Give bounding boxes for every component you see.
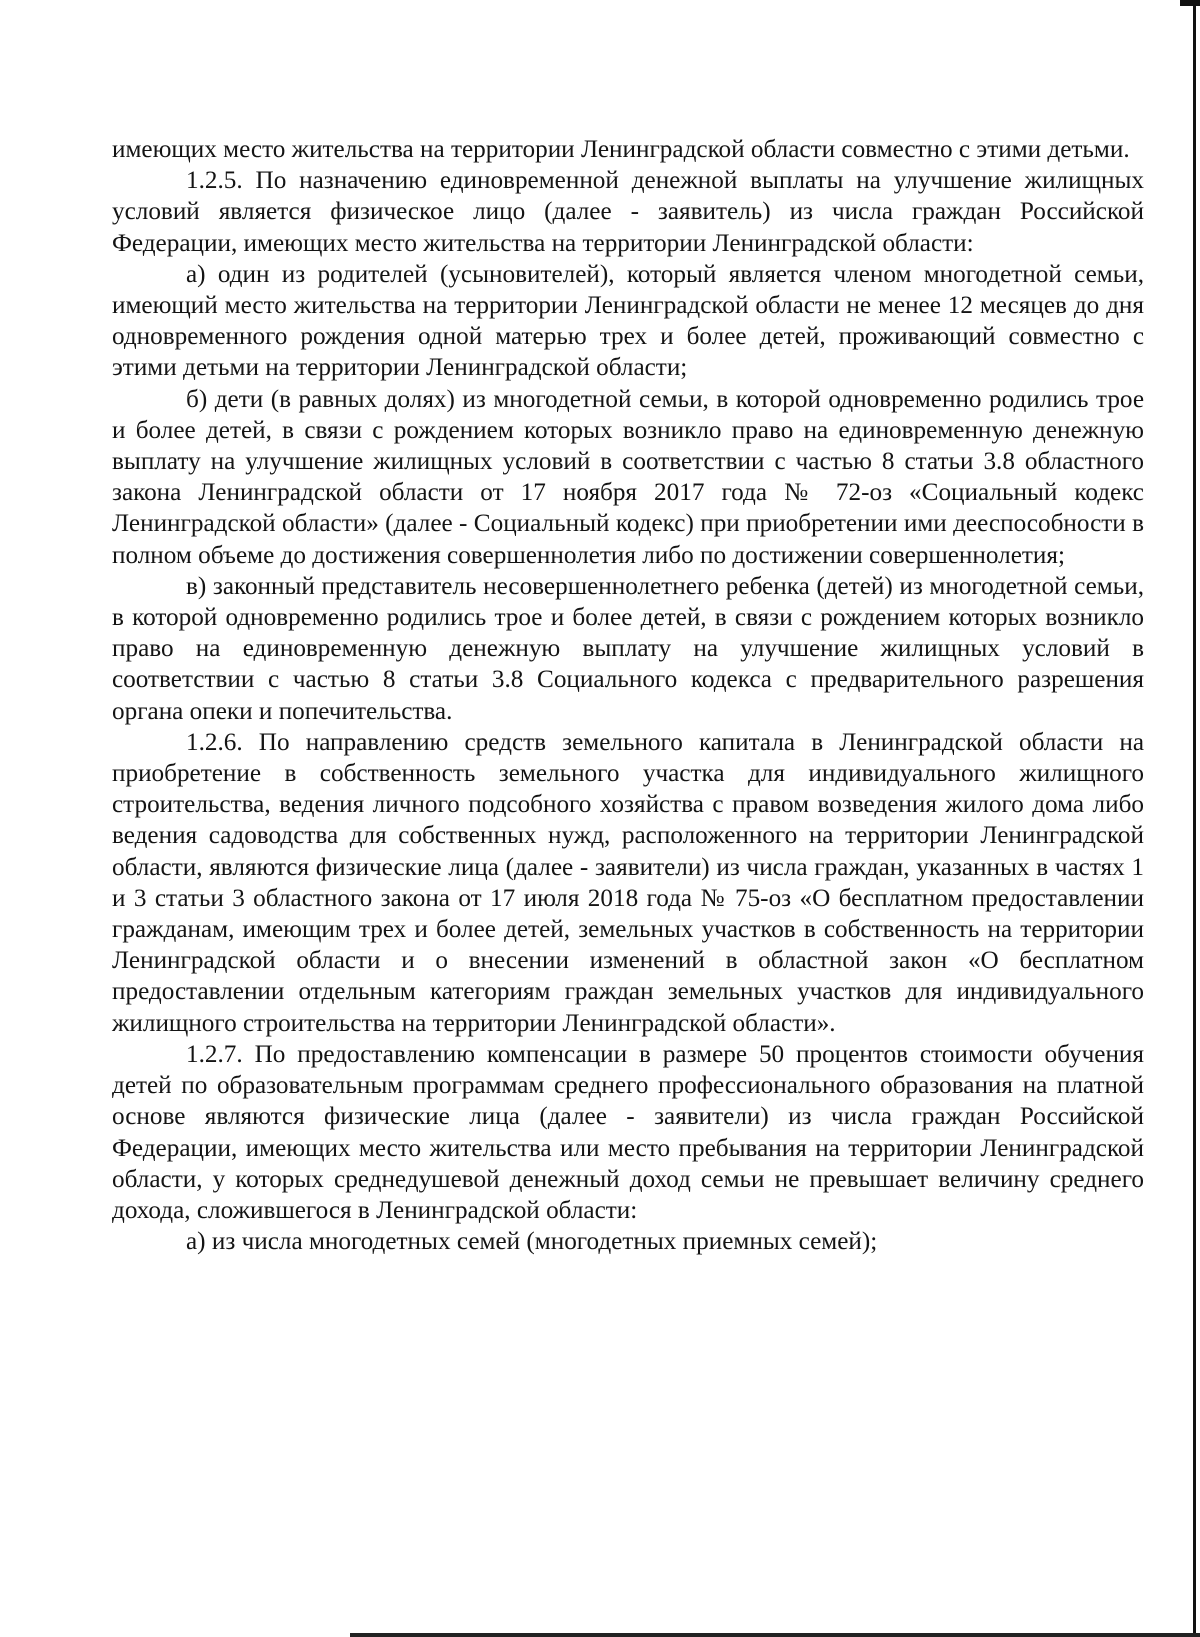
paragraph-1-2-5-b: б) дети (в равных долях) из многодетной семьи, в которой одновременно родились трое и более детей, в связи с рождением которых возникло право на единовременную денежную выплату на улучшение жилищных условий в соответствии с частью 8 статьи 3.8 областного закона Ленинградской области от 17 ноября 2017 года № 72-оз «Социальный кодекс Ленинградской области» (далее - Социальный кодекс) при приобретении ими дееспособности в полном объеме до достижения совершеннолетия либо по достижении совершеннолетия; xyxy=(112,385,1144,569)
paragraph-1-2-5-a: а) один из родителей (усыновителей), который является членом многодетной семьи, имеющий место жительства на территории Ленинградской области не менее 12 месяцев до дня одновременного рождения одной матерью трех и более детей, проживающий совместно с этими детьми на территории Ленинградской области; xyxy=(112,260,1144,382)
paragraph-1-2-5: 1.2.5. По назначению единовременной денежной выплаты на улучшение жилищных условий является физическое лицо (далее - заявитель) из числа граждан Российской Федерации, имеющих место жительства на территории Ленинградской области: xyxy=(112,167,1144,257)
scan-edge-right xyxy=(1193,0,1196,1637)
paragraph-1-2-6: 1.2.6. По направлению средств земельного капитала в Ленинградской области на приобретение в собственность земельного участка для индивидуального жилищного строительства, ведения личного подсобного хозяйства с правом возведения жилого дома либо ведения садоводства для собственных нужд, расположенного на территории Ленинградской области, являются физические лица (далее - заявители) из числа граждан, указанных в частях 1 и 3 статьи 3 областного закона от 17 июля 2018 года № 75-оз «О бесплатном предоставлении гражданам, имеющим трех и более детей, земельных участков в собственность на территории Ленинградской области и о внесении изменений в областной закон «О бесплатном предоставлении отдельным категориям граждан земельных участков для индивидуального жилищного строительства на территории Ленинградской области». xyxy=(112,728,1144,1037)
document-body xyxy=(112,134,1144,1257)
paragraph-1-2-7: 1.2.7. По предоставлению компенсации в размере 50 процентов стоимости обучения детей по образовательным программам среднего профессионального образования на платной основе являются физические лица (далее - заявители) из числа граждан Российской Федерации, имеющих место жительства или место пребывания на территории Ленинградской области, у которых среднедушевой денежный доход семьи не превышает величину среднего дохода, сложившегося в Ленинградской области: xyxy=(112,1040,1144,1224)
paragraph-continuation: имеющих место жительства на территории Ленинградской области совместно с этими детьми. xyxy=(112,136,1130,163)
paragraph-1-2-5-c: в) законный представитель несовершеннолетнего ребенка (детей) из многодетной семьи, в которой одновременно родились трое и более детей, в связи с рождением которых возникло право на единовременную денежную выплату на улучшение жилищных условий в соответствии с частью 8 статьи 3.8 Социального кодекса с предварительного разрешения органа опеки и попечительства. xyxy=(112,572,1144,725)
scan-edge-top xyxy=(1180,0,1200,6)
paragraph-1-2-7-a: а) из числа многодетных семей (многодетных приемных семей); xyxy=(186,1228,878,1256)
scan-edge-bottom xyxy=(350,1633,1200,1637)
